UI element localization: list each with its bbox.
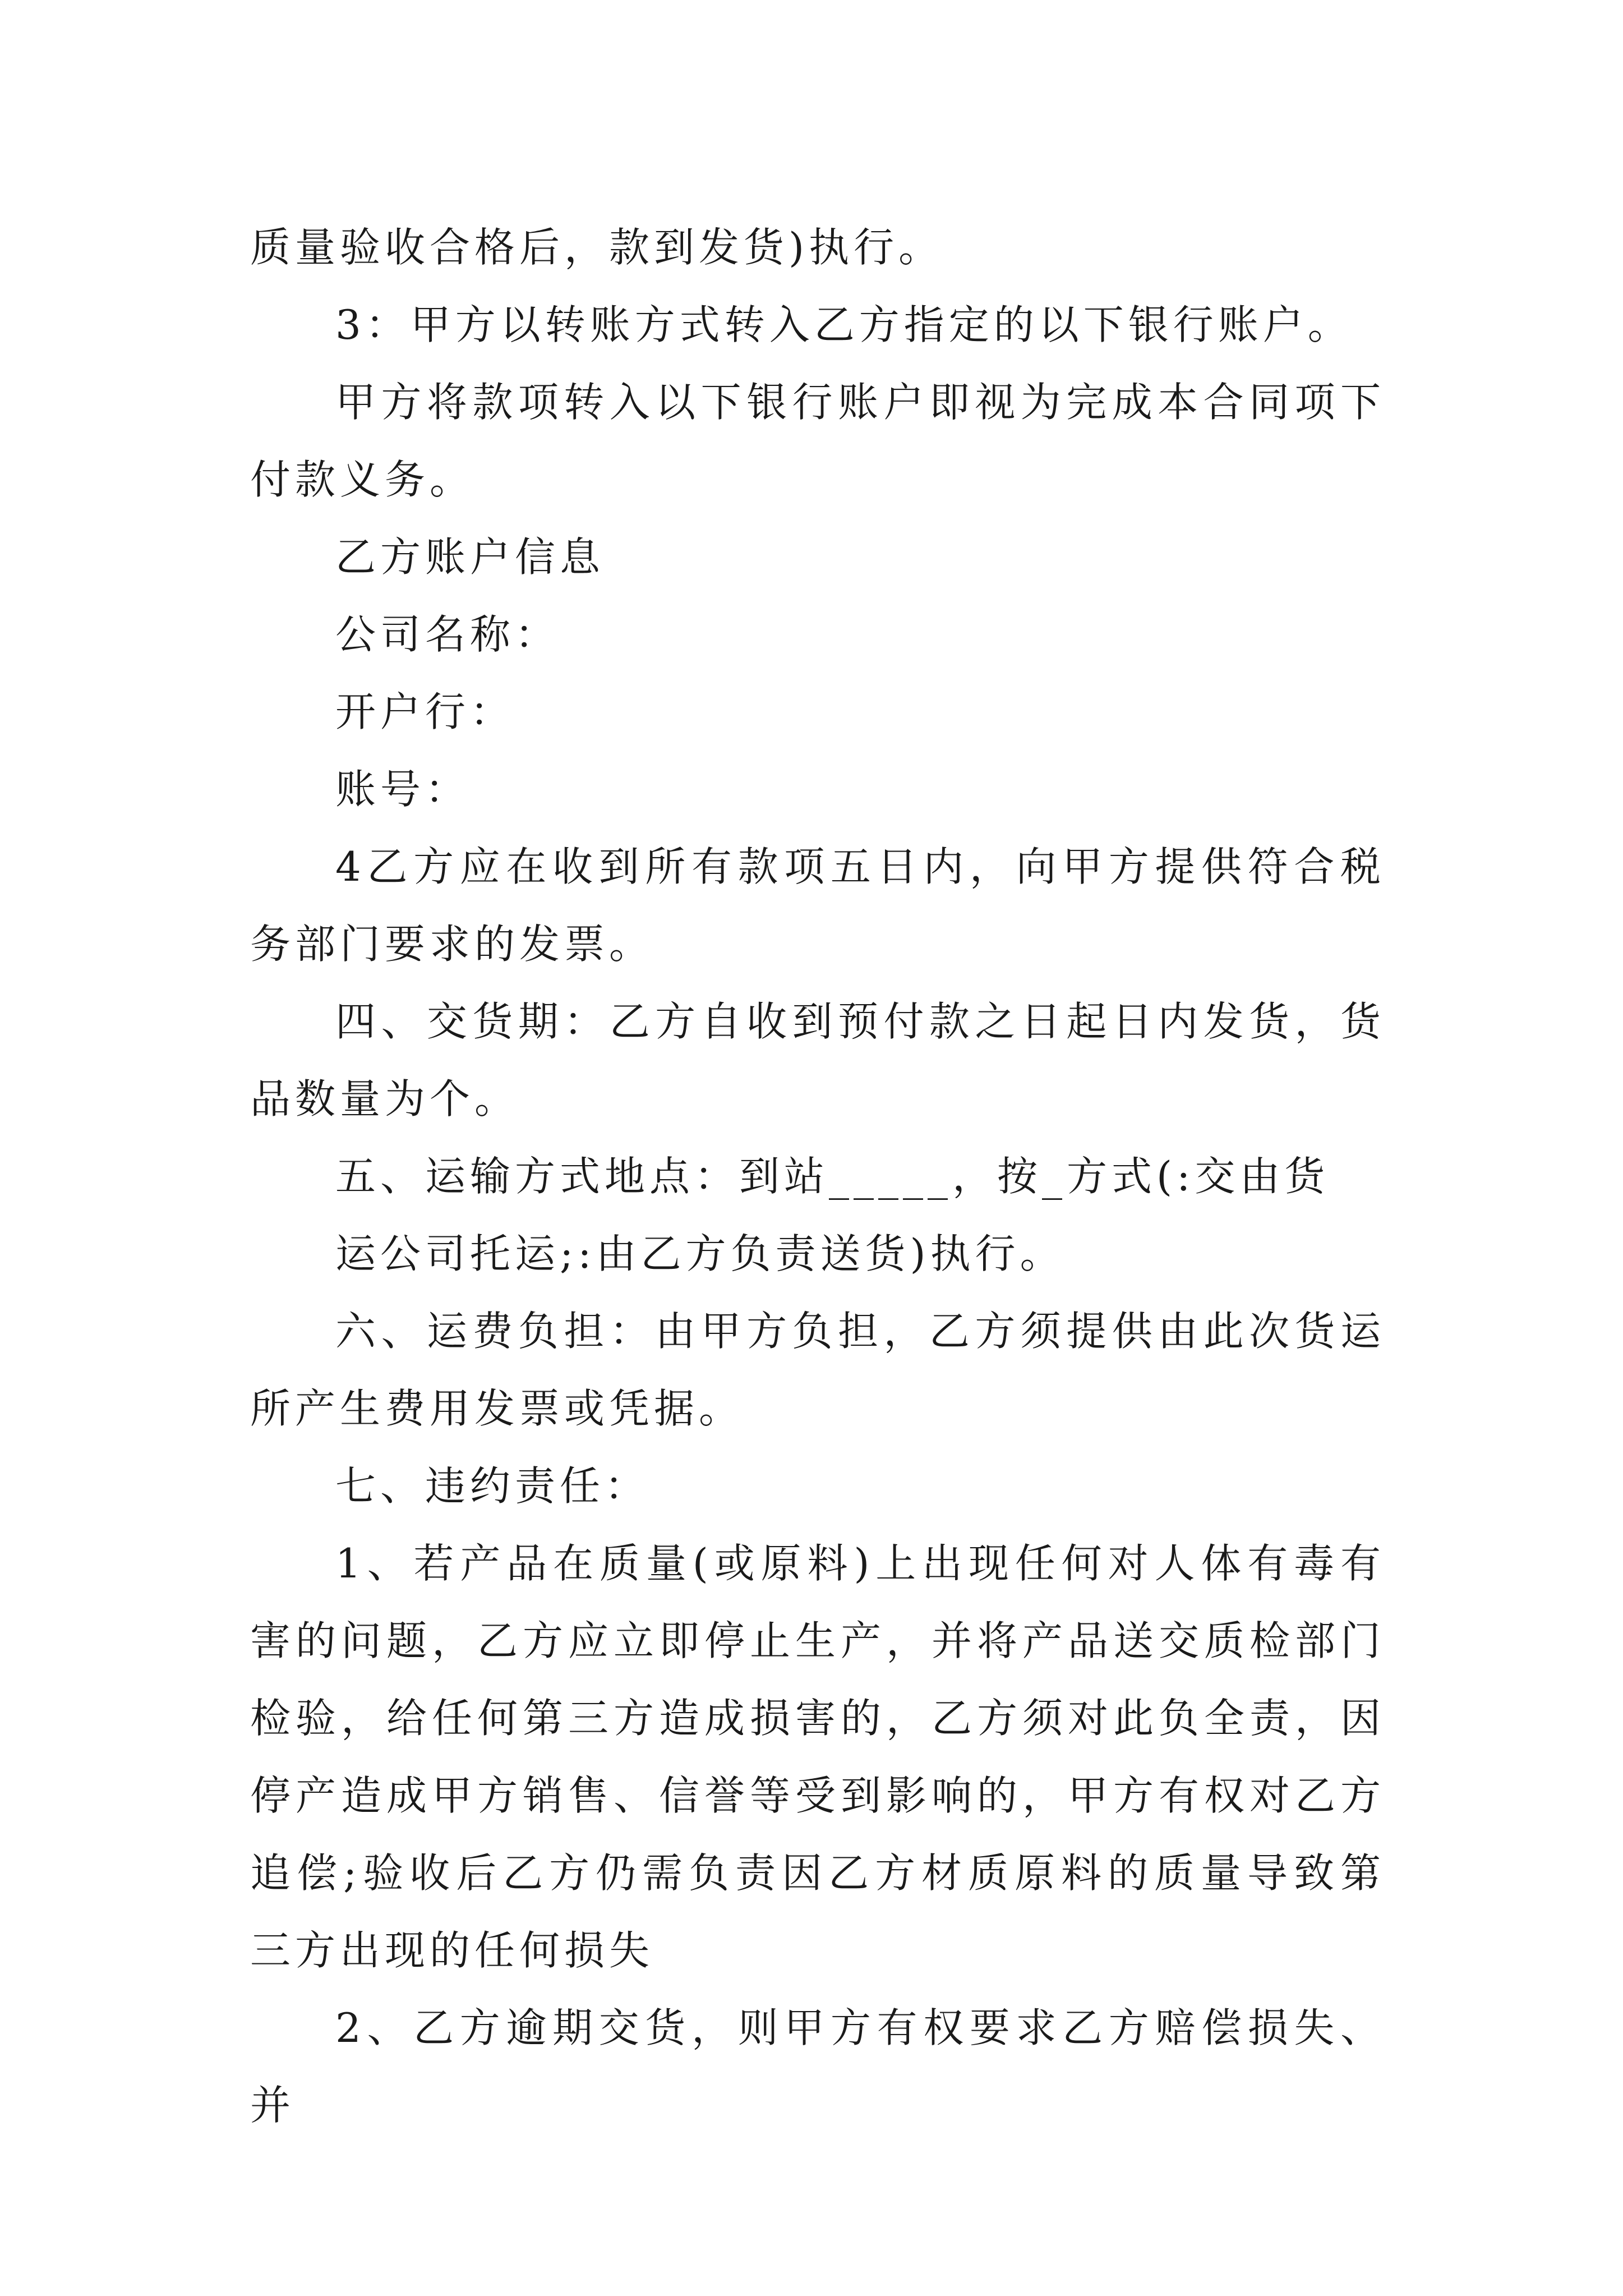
paragraph-account-number: 账号：: [335, 766, 471, 813]
contract-text-body: [250, 209, 1385, 2144]
paragraph-bank: 开户行：: [335, 688, 515, 735]
paragraph-account-info-heading: 乙方账户信息: [335, 533, 605, 581]
paragraph-transport-method: 五、运输方式地点：到站_____，按_方式(:交由货: [335, 1153, 1330, 1200]
paragraph-liability-heading: 七、违约责任：: [335, 1462, 650, 1510]
paragraph-transport-continued: 运公司托运;:由乙方负责送货)执行。: [335, 1230, 1065, 1277]
paragraph-invoice: 4乙方应在收到所有款项五日内，向甲方提供符合税务部门要求的发票。: [250, 843, 1385, 968]
paragraph-liability-quality: 1、若产品在质量(或原料)上出现任何对人体有毒有害的问题，乙方应立即停止生产，并将产品送交质检部门检验，给任何第三方造成损害的，乙方须对此负全责，因停产造成甲方销售、信誉等受到影响的，甲方有权对乙方追偿;验收后乙方仍需负责因乙方材质原料的质量导致第三方出现的任何损失: [250, 1540, 1385, 1974]
paragraph-liability-late-delivery: 2、乙方逾期交货，则甲方有权要求乙方赔偿损失、并: [250, 2004, 1385, 2129]
paragraph-transfer-method: 3：甲方以转账方式转入乙方指定的以下银行账户。: [335, 301, 1353, 348]
paragraph-quality-acceptance: 质量验收合格后，款到发货)执行。: [250, 224, 944, 271]
paragraph-delivery-period: 四、交货期：乙方自收到预付款之日起日内发货，货品数量为个。: [250, 998, 1385, 1122]
paragraph-freight-cost: 六、运费负担：由甲方负担，乙方须提供由此次货运所产生费用发票或凭据。: [250, 1308, 1385, 1432]
paragraph-company-name: 公司名称：: [335, 611, 560, 658]
paragraph-payment-obligation: 甲方将款项转入以下银行账户即视为完成本合同项下付款义务。: [250, 379, 1385, 503]
